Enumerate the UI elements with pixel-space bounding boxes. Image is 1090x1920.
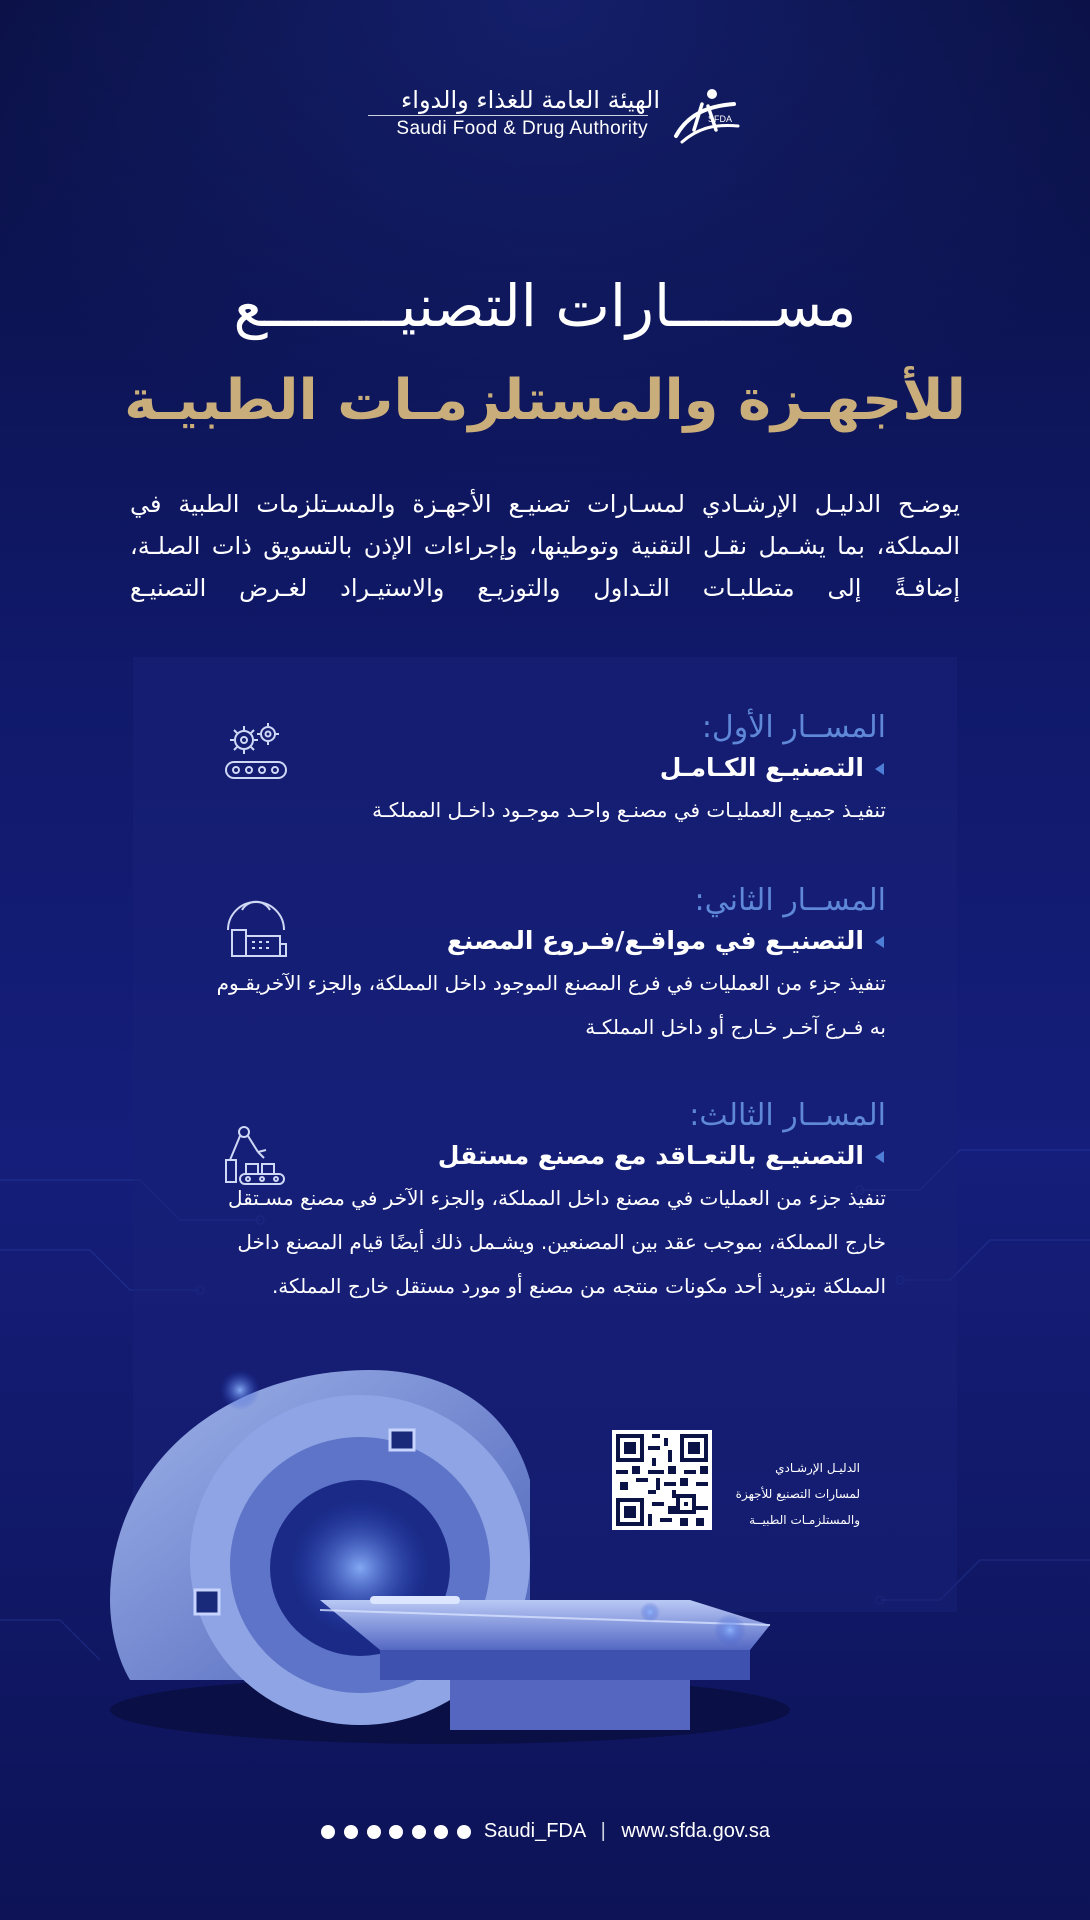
robotic-arm-icon — [222, 1124, 290, 1190]
youtube-icon[interactable] — [389, 1825, 403, 1839]
track-description-line: تنفيـذ جميـع العمليـات في مصنـع واحـد موجـود داخـل المملكـة — [372, 798, 886, 822]
sfda-logo — [360, 84, 740, 148]
qr-caption-line: لمسارات التصنيع للأجهزة — [735, 1487, 860, 1501]
x-icon[interactable] — [321, 1825, 335, 1839]
track-description — [170, 1176, 886, 1308]
intro-paragraph — [130, 483, 960, 609]
org-name-arabic: الهيئة العامة للغذاء والدواء — [401, 86, 660, 114]
track-label: المســار الثالث: — [689, 1098, 886, 1133]
mri-scanner-illustration — [90, 1350, 810, 1750]
track-description — [170, 961, 886, 1049]
track-description-line: تنفيذ جزء من العمليات في مصنع داخل المملكة، والجزء الآخر في مصنع مسـتقل — [228, 1186, 886, 1210]
track-description-line: تنفيذ جزء من العمليات في فرع المصنع الموجود داخل المملكة، والجزء الآخريقـوم — [216, 971, 886, 995]
track-name: التصنيـع بالتعـاقد مع مصنع مستقل — [170, 1136, 886, 1176]
footer — [0, 1820, 1090, 1843]
track-description-line: خارج المملكة، بموجب عقد بين المصنعين. ويشـمل ذلك أيضًا قيام المصنع داخل — [237, 1230, 886, 1254]
track-description — [170, 788, 886, 832]
tiktok-icon[interactable] — [457, 1825, 471, 1839]
track-label: المســار الثاني: — [694, 883, 886, 918]
website-link[interactable]: www.sfda.gov.sa — [621, 1820, 771, 1842]
logo-divider — [368, 115, 648, 116]
track-name: التصنيـع في مواقـع/فـروع المصنع — [170, 921, 886, 961]
track-name: التصنيـع الكـامـل — [170, 748, 886, 788]
intro-line: إضافـةً إلى متطلبـات التـداول والتوزيـع والاستيـراد لغـرض التصنيـع — [130, 574, 960, 602]
org-name-english: Saudi Food & Drug Authority — [396, 118, 648, 139]
factory-gears-icon — [222, 718, 290, 784]
qr-caption-line: الدليـل الإرشـادي — [775, 1461, 860, 1475]
track-description-line: المملكة بتوريد أحد مكونات منتجه من مصنع أو مورد مستقل خارج المملكة. — [271, 1274, 886, 1298]
intro-line: المملكة، بما يشـمل نقـل التقنية وتوطينها، وإجراءات الإذن بالتسويق ذات الصلـة، — [130, 532, 960, 560]
snapchat-icon[interactable] — [344, 1825, 358, 1839]
threads-icon[interactable] — [434, 1825, 448, 1839]
page-subtitle: للأجهـزة والمستلزمـات الطبيـة — [124, 368, 966, 433]
page-title: مســــــارات التصنيــــــــع — [233, 272, 857, 340]
social-handle[interactable]: Saudi_FDA — [483, 1820, 586, 1842]
footer-separator: | — [600, 1820, 606, 1842]
facebook-icon[interactable] — [412, 1825, 426, 1839]
qr-caption-line: والمستلزمـات الطبيــة — [749, 1513, 860, 1527]
track-description-line: به فـرع آخـر خـارج أو داخل المملكـة — [585, 1015, 886, 1039]
logo-mark-text: SFDA — [708, 114, 733, 124]
sfda-logo-mark-icon — [668, 84, 740, 148]
social-icons — [320, 1820, 472, 1843]
intro-line: يوضـح الدليـل الإرشـادي لمسـارات تصنيـع الأجهـزة والمسـتلزمات الطبية في — [130, 490, 960, 518]
instagram-icon[interactable] — [367, 1825, 381, 1839]
track-label: المســار الأول: — [701, 710, 886, 745]
factory-building-icon — [222, 896, 290, 962]
